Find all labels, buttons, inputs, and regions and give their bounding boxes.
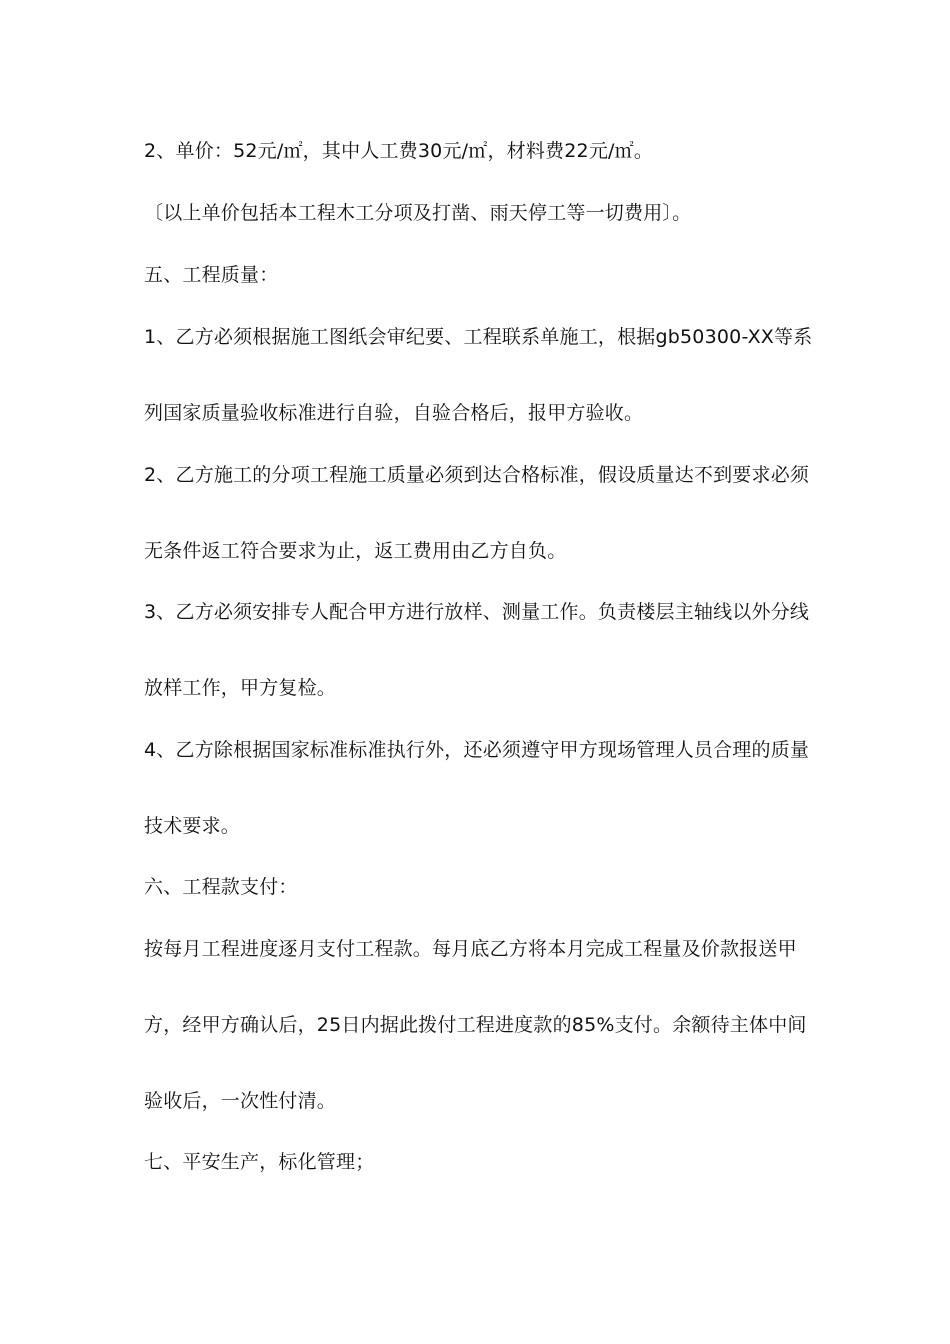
payment-paragraph-line-1: 按每月工程进度逐月支付工程款。每月底乙方将本月完成工程量及价款报送甲 [144,938,797,960]
price-inclusion-note: 〔以上单价包括本工程木工分项及打凿、雨天停工等一切费用〕。 [144,202,692,224]
payment-paragraph-line-3: 验收后，一次性付清。 [144,1090,337,1112]
section-heading-safety: 七、平安生产，标化管理； [144,1151,375,1173]
quality-item-2-line-1: 2、乙方施工的分项工程施工质量必须到达合格标准，假设质量达不到要求必须 [144,464,810,486]
quality-item-2-line-2: 无条件返工符合要求为止，返工费用由乙方自负。 [144,540,567,562]
quality-item-1-line-1: 1、乙方必须根据施工图纸会审纪要、工程联系单施工，根据gb50300-XX等系 [144,326,813,348]
section-heading-payment: 六、工程款支付： [144,876,298,898]
payment-paragraph-line-2: 方，经甲方确认后，25日内据此拨付工程进度款的85%支付。余额待主体中间 [144,1014,807,1036]
quality-item-3-line-2: 放样工作，甲方复检。 [144,677,337,699]
section-heading-quality: 五、工程质量： [144,264,279,286]
quality-item-4-line-1: 4、乙方除根据国家标准标准执行外，还必须遵守甲方现场管理人员合理的质量 [144,739,810,761]
unit-price-line: 2、单价：52元/㎡，其中人工费30元/㎡，材料费22元/㎡。 [144,140,654,162]
quality-item-1-line-2: 列国家质量验收标准进行自验，自验合格后，报甲方验收。 [144,402,644,424]
quality-item-3-line-1: 3、乙方必须安排专人配合甲方进行放样、测量工作。负责楼层主轴线以外分线 [144,601,810,623]
quality-item-4-line-2: 技术要求。 [144,815,241,837]
